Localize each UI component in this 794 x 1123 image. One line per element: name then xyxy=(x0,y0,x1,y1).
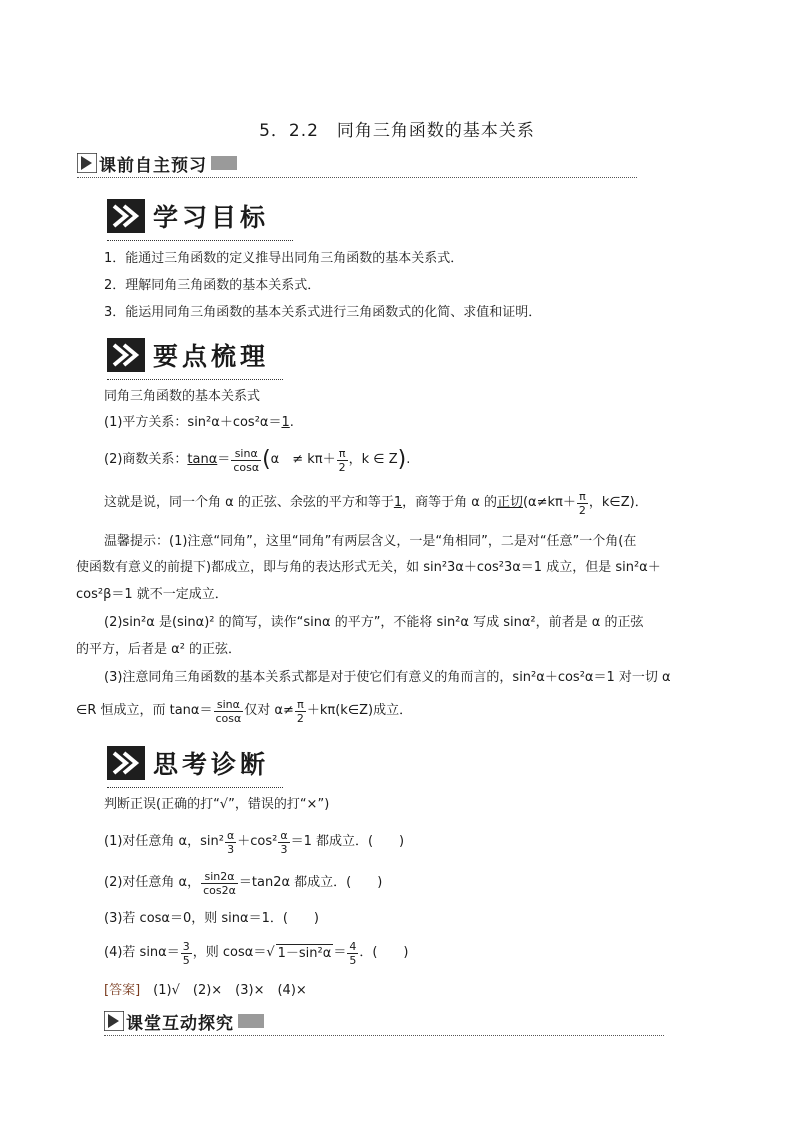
objective-item: 2．理解同角三角函数的基本关系式． xyxy=(104,278,321,293)
denominator: cosα xyxy=(233,460,260,474)
tip-text: (2)sin²α 是(sinα)² 的简写，读作“sinα 的平方”，不能将 sin²α 写成 sinα²，前者是 α 的正弦 xyxy=(104,615,644,630)
denominator: 5 xyxy=(182,953,190,967)
numerator: sinα xyxy=(214,698,244,712)
arrow-tab-icon xyxy=(77,153,97,173)
text: ，商等于角 α 的 xyxy=(402,495,497,510)
heading-underline xyxy=(107,787,283,788)
chevron-right-icon xyxy=(107,338,145,372)
tip-text: 使函数有意义的前提下)都成立，即与角的表达形式无关，如 sin²3α＋cos²3α＝1 成立，但是 sin²α＋ xyxy=(76,560,661,575)
heading-key-points xyxy=(107,336,269,374)
question-4 xyxy=(104,936,408,970)
banner-bar xyxy=(238,1014,264,1028)
numerator: sinα xyxy=(231,447,261,461)
chevron-right-icon xyxy=(107,746,145,780)
text: ，则 cosα＝ xyxy=(192,945,267,960)
period: . xyxy=(406,452,411,467)
fraction xyxy=(231,447,261,474)
label: (2)商数关系： xyxy=(104,452,188,467)
denominator: 3 xyxy=(280,842,288,856)
tip-text: 的平方，后者是 α² 的正弦． xyxy=(76,642,242,657)
section-banner-class xyxy=(104,1010,664,1032)
condition: α ≠ kπ＋ xyxy=(270,452,336,467)
arrow-tab-icon xyxy=(104,1011,124,1031)
heading-text: 思考诊断 xyxy=(153,750,270,779)
blank-answer: tanα xyxy=(187,452,218,467)
denominator: 2 xyxy=(578,503,586,517)
heading-text: 学习目标 xyxy=(153,203,270,232)
chevron-right-icon xyxy=(107,199,145,233)
numerator: 4 xyxy=(349,939,357,953)
text: ．( ) xyxy=(359,945,409,960)
numerator: π xyxy=(577,490,588,504)
text: (α≠kπ＋ xyxy=(522,495,576,510)
heading-text: 要点梳理 xyxy=(153,342,270,371)
heading-objectives xyxy=(107,197,269,235)
question-3: (3)若 cosα＝0，则 sinα＝1．( ) xyxy=(104,911,320,926)
text: ＝ xyxy=(333,945,347,960)
denominator: 3 xyxy=(227,842,235,856)
numerator: 3 xyxy=(182,939,190,953)
tip-text: 温馨提示：(1)注意“同角”，这里“同角”有两层含义，一是“角相同”，二是对“任意”一个角(在 xyxy=(104,534,637,549)
banner-label: 课堂互动探究 xyxy=(126,1013,234,1034)
equals: ＝ xyxy=(217,452,231,467)
label: (1)平方关系： xyxy=(104,415,188,430)
answer-tag: [答案] xyxy=(104,983,141,998)
heading-diagnosis xyxy=(107,744,269,782)
text: ＝tan2α 都成立．( ) xyxy=(238,875,383,890)
paren: ( xyxy=(262,447,271,472)
square-relation xyxy=(104,414,294,432)
banner-bar xyxy=(211,156,237,170)
heading-underline xyxy=(107,240,293,241)
paren: ) xyxy=(397,447,407,472)
question-2 xyxy=(104,866,382,900)
explanation xyxy=(104,487,648,519)
fraction xyxy=(295,698,306,725)
blank-answer: 1 xyxy=(393,495,403,510)
text: ＋cos² xyxy=(237,834,278,849)
text: ∈R 恒成立，而 tanα＝ xyxy=(76,703,213,718)
tip-text xyxy=(76,694,412,728)
text: ，k∈Z)． xyxy=(588,495,648,510)
section-banner-preview xyxy=(77,152,637,174)
fraction xyxy=(225,829,236,856)
numerator: α xyxy=(280,828,288,842)
points-intro: 同角三角函数的基本关系式 xyxy=(104,389,261,404)
diagnosis-intro: 判断正误(正确的打“√”，错误的打“×”) xyxy=(104,797,330,812)
period: . xyxy=(289,415,294,430)
tip-text: cos²β＝1 就不一定成立． xyxy=(76,587,228,602)
quotient-relation xyxy=(104,444,410,476)
banner-label: 课前自主预习 xyxy=(99,155,207,176)
fraction xyxy=(214,698,244,725)
tip-text: (3)注意同角三角函数的基本关系式都是对于使它们有意义的角而言的，sin²α＋cos²α＝1 对一切 α xyxy=(104,670,671,685)
text: (4)若 sinα＝ xyxy=(104,945,180,960)
numerator: π xyxy=(295,698,306,712)
heading-underline xyxy=(107,379,283,380)
formula: sin²α＋cos²α＝ xyxy=(187,415,282,430)
text: (2)对任意角 α， xyxy=(104,875,201,890)
banner-divider xyxy=(77,177,637,178)
text: 仅对 α≠ xyxy=(244,703,294,718)
question-1 xyxy=(104,825,404,859)
denominator: cos2α xyxy=(203,883,236,897)
denominator: 2 xyxy=(296,711,304,725)
sqrt-symbol: √ xyxy=(266,945,275,960)
sqrt-radicand: 1－sin²α xyxy=(277,945,332,961)
answers: (1)√ (2)× (3)× (4)× xyxy=(153,983,307,998)
page-title: 5．2.2 同角三角函数的基本关系 xyxy=(259,121,535,141)
denominator: 2 xyxy=(338,460,346,474)
objective-item: 3．能运用同角三角函数的基本关系式进行三角函数式的化简、求值和证明． xyxy=(104,305,542,320)
denominator: 5 xyxy=(349,953,357,967)
numerator: α xyxy=(226,828,235,842)
numerator: π xyxy=(337,447,348,461)
fraction xyxy=(201,870,238,897)
fraction xyxy=(278,829,289,856)
objective-item: 1．能通过三角函数的定义推导出同角三角函数的基本关系式． xyxy=(104,251,464,266)
denominator: cosα xyxy=(215,711,242,725)
text: 这就是说，同一个角 α 的正弦、余弦的平方和等于 xyxy=(104,495,394,510)
fraction xyxy=(347,940,358,967)
text: ＋kπ(k∈Z)成立． xyxy=(306,703,413,718)
fraction xyxy=(337,447,348,474)
fraction xyxy=(181,940,192,967)
blank-answer: 正切 xyxy=(496,495,523,510)
blank-answer: 1 xyxy=(281,415,290,430)
text: ＝1 都成立．( ) xyxy=(290,834,405,849)
banner-divider xyxy=(104,1035,664,1036)
text: (1)对任意角 α，sin² xyxy=(104,834,224,849)
fraction xyxy=(577,490,588,517)
numerator: sin2α xyxy=(201,870,238,884)
condition: ，k ∈ Z xyxy=(348,452,398,467)
answer-line xyxy=(104,982,307,1000)
